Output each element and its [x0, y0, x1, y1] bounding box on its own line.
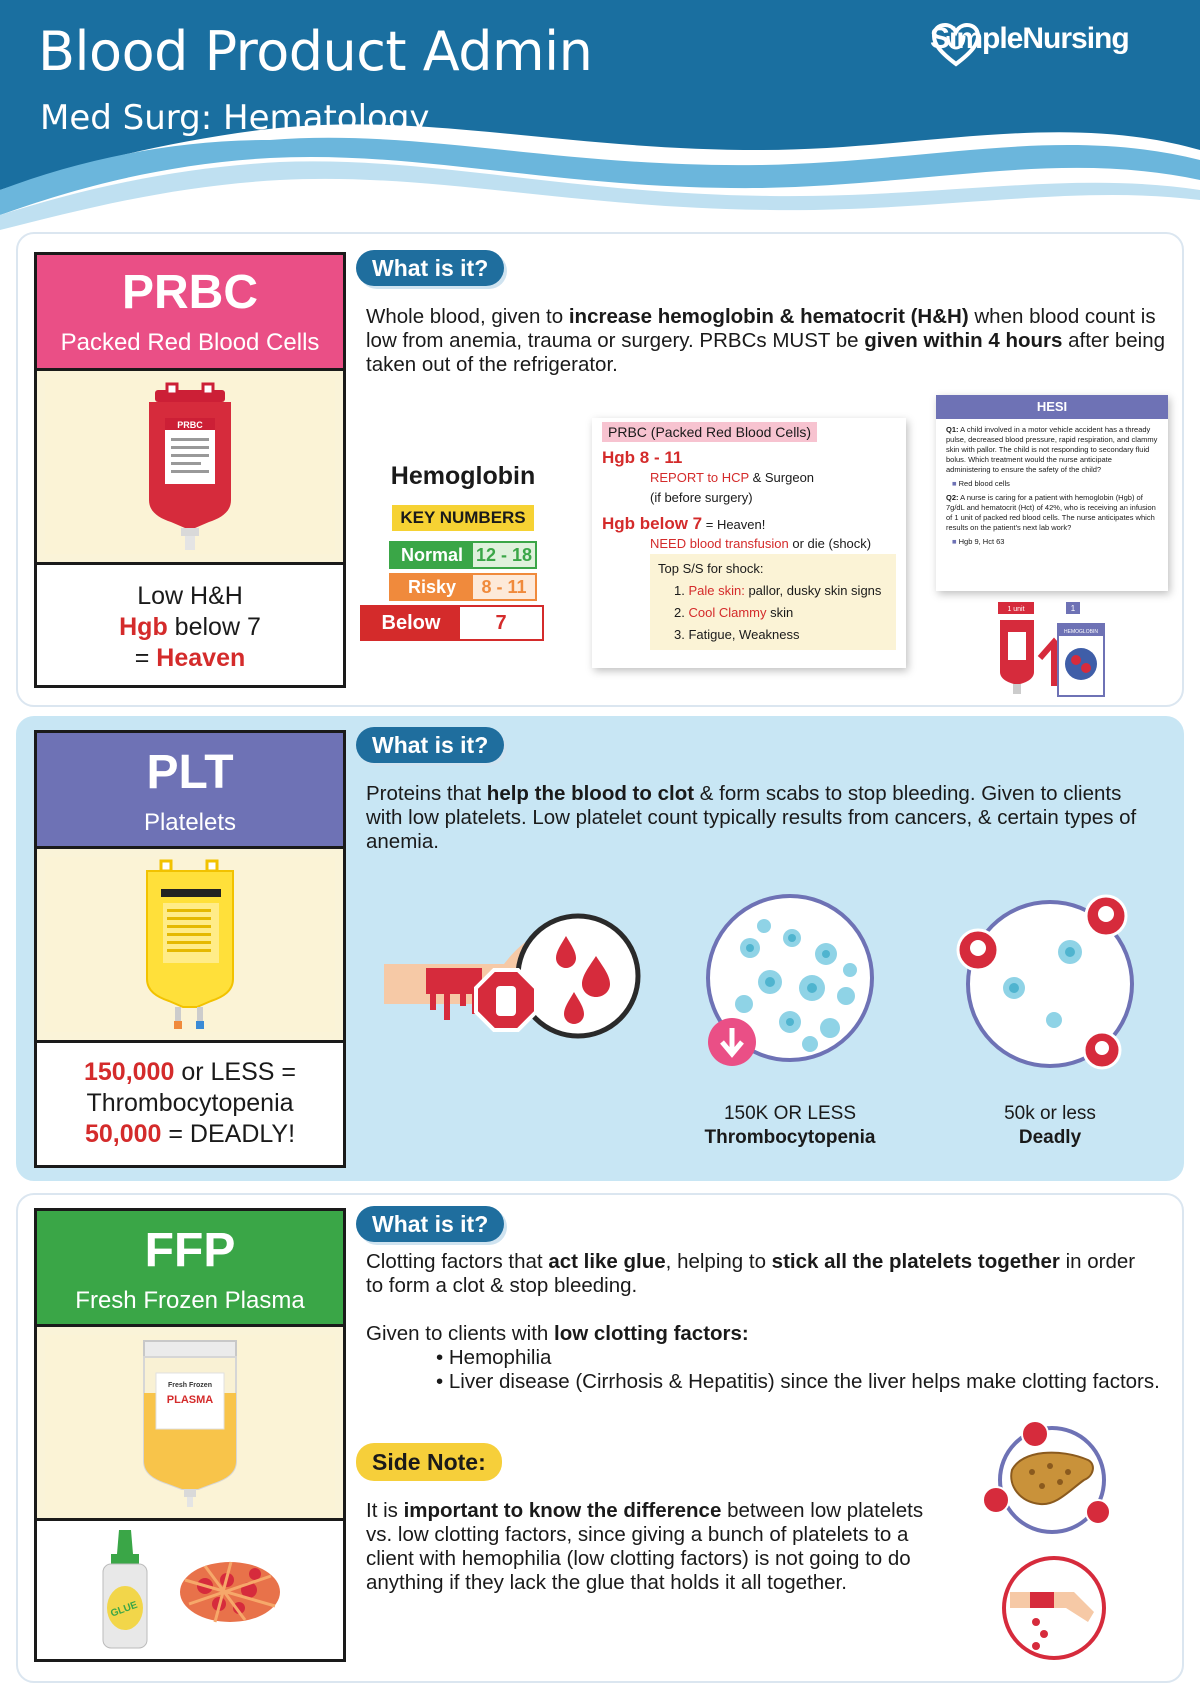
- note-report: REPORT to HCP: [650, 470, 749, 485]
- plt-card: [34, 730, 346, 1168]
- blood-bag-icon: [135, 382, 245, 552]
- hgb-row-risky: [389, 573, 537, 601]
- ffp-bag-label: PLASMA: [166, 1393, 214, 1406]
- note-hgb-risky: Hgb 8 - 11: [602, 448, 683, 467]
- plt-caption-150: 150,000: [84, 1058, 175, 1086]
- ffp-given-1: Given to clients with: [366, 1322, 554, 1345]
- ffp-bullet: • Hemophilia: [436, 1346, 552, 1369]
- plt-caption-or-less: or LESS =: [174, 1058, 296, 1086]
- hgb-row-label: Below: [362, 607, 460, 639]
- shock-sign-text: skin: [766, 605, 794, 620]
- key-numbers-badge: KEY NUMBERS: [392, 505, 533, 531]
- ffp-desc-4: stick all the platelets together: [771, 1250, 1060, 1273]
- liver-disease-illustration: [980, 1420, 1120, 1536]
- note-or-die: or die (shock): [788, 536, 872, 551]
- plt-desc-3: & form scabs to stop bleeding. Given to clients with low platelets. Low platelet count typically results from cancers, & certain types of anemia.: [366, 782, 1137, 853]
- prbc-abbr: PRBC: [121, 266, 258, 319]
- hgb-row-value: 8 - 11: [473, 575, 535, 599]
- shock-sign-text: Fatigue, Weakness: [688, 627, 800, 642]
- shock-sign-key: Cool Clammy: [688, 605, 767, 620]
- plt-caption: [37, 1043, 343, 1150]
- prbc-description: [366, 305, 1166, 377]
- prbc-desc-4: given within 4 hours: [864, 329, 1063, 352]
- plt-card-header: [37, 733, 343, 849]
- note-shock-signs: [650, 554, 896, 650]
- prbc-desc-1: Whole blood, given to: [366, 305, 569, 328]
- bleeding-stop-illustration: [384, 898, 646, 1048]
- prbc-note-card: [592, 418, 906, 668]
- plt-caption-thrombo: Thrombocytopenia: [86, 1089, 294, 1117]
- deadly-circle: [952, 892, 1148, 1072]
- skull-icon: [1022, 1421, 1048, 1447]
- skull-icon: [983, 1487, 1009, 1513]
- side-1: It is: [366, 1499, 404, 1522]
- prbc-what-label: What is it?: [356, 250, 504, 286]
- hesi-illustration: [996, 598, 1110, 702]
- hesi-q2-text: A nurse is caring for a patient with hemoglobin (Hgb) of 7g/dL and hematocrit (Hct) of 42%, who is receiving an infusion of 1 unit of packed red blood cells. The nurse anticipates which results on the patient's next lab work?: [946, 493, 1156, 532]
- plt-desc-1: Proteins that: [366, 782, 487, 805]
- one-tag-label: 1: [1070, 604, 1076, 613]
- hesi-q1-text: A child involved in a motor vehicle accident has a thready pulse, decreased blood pressure, rapid respiration, and clammy skin with pallor. The child is not responding to secondary fluid bolus. Which treatment would the nurse anticipate administering to ensure the safety of the child?: [946, 425, 1158, 474]
- prbc-card-header: [37, 255, 343, 371]
- hesi-a2: Hgb 9, Hct 63: [958, 537, 1005, 546]
- side-note-text: [366, 1499, 926, 1595]
- deadly-caption: [950, 1102, 1150, 1150]
- shock-sign-text: pallor, dusky skin signs: [744, 583, 882, 598]
- shock-sign-item: [658, 580, 888, 602]
- plt-abbr: PLT: [146, 746, 234, 799]
- hgb-row-value: 7: [460, 607, 542, 639]
- note-hgb-below: Hgb below 7: [602, 514, 703, 533]
- hgb-row-below: [360, 605, 544, 641]
- hgb-row-normal: [389, 541, 537, 569]
- hesi-card: HESI Q1: A child involved in a motor vehicle accident has a thready pulse, decreased blood pressure, rapid respiration, and clammy skin with pallor. The child is not responding to secondary fluid bolus. Which treatment would the nurse anticipate administering to ensure the safety of the child? ■ Red blood cells Q2: A nurse is caring for a patient with hemoglobin (Hgb) of 7g/dL and hematocrit (Hct) of 42%, who is receiving an infusion of 1 unit of packed red blood cells. The nurse anticipates which results on the patient's next lab work? ■ Hgb 9, Hct 63: [936, 395, 1168, 591]
- ffp-desc-5: in order to form a clot & stop bleeding.: [366, 1250, 1136, 1297]
- ffp-desc-1: Clotting factors that: [366, 1250, 549, 1273]
- note-heaven: = Heaven!: [702, 517, 766, 532]
- plt-what-label: What is it?: [356, 727, 504, 763]
- hesi-q2-label: Q2:: [946, 493, 959, 502]
- prbc-desc-5: after being taken out of the refrigerator.: [366, 329, 1165, 376]
- ffp-bag-small: Fresh Frozen: [168, 1381, 212, 1389]
- prbc-bag-label: PRBC: [177, 419, 203, 430]
- skull-icon: [1086, 1500, 1110, 1524]
- side-3: between low platelets vs. low clotting factors, since giving a bunch of platelets to a client with hemophilia (low clotting factors) is not going to do anything if they lack the glue that holds it all together.: [366, 1499, 924, 1594]
- prbc-card: [34, 252, 346, 688]
- thrombocytopenia-circle: [700, 892, 878, 1070]
- prbc-caption-eq: =: [134, 644, 157, 672]
- plasma-bag-icon: [130, 1337, 250, 1509]
- ffp-desc-2: act like glue: [548, 1250, 666, 1273]
- ffp-bullet: • Liver disease (Cirrhosis & Hepatitis) since the liver helps make clotting factors.: [436, 1370, 1160, 1393]
- stethoscope-heart-icon: [930, 22, 982, 68]
- ffp-glue-illustration: [37, 1521, 343, 1659]
- ffp-card: [34, 1208, 346, 1662]
- note-need: NEED blood transfusion: [650, 536, 789, 551]
- hesi-a1: Red blood cells: [958, 479, 1010, 488]
- plt-caption-50: 50,000: [84, 1120, 162, 1148]
- page-title: Blood Product Admin: [38, 20, 593, 83]
- plt-fullname: Platelets: [143, 809, 237, 836]
- ffp-what-label: What is it?: [356, 1206, 504, 1242]
- hesi-q1-label: Q1:: [946, 425, 959, 434]
- platelet-bag-icon: [135, 859, 245, 1031]
- shock-sign-number: 3.: [674, 627, 685, 642]
- ffp-desc-3: , helping to: [665, 1250, 772, 1273]
- prbc-fullname: Packed Red Blood Cells: [60, 329, 320, 356]
- shock-sign-number: 2.: [674, 605, 685, 620]
- ffp-abbr: FFP: [144, 1224, 236, 1277]
- circle2-line1: 50k or less: [1004, 1103, 1096, 1124]
- note-top-title: Top S/S for shock:: [658, 561, 764, 576]
- ffp-card-header: [37, 1211, 343, 1327]
- hgb-box-label: HEMOGLOBIN: [1064, 629, 1098, 635]
- brand-logo: [930, 22, 1129, 56]
- unit-tag-label: 1 unit: [1007, 606, 1025, 613]
- note-surgeon: & Surgeon: [748, 470, 815, 485]
- prbc-caption-heaven: Heaven: [156, 644, 246, 672]
- ffp-given-2: low clotting factors:: [554, 1322, 749, 1345]
- bleeding-arm-illustration: [996, 1552, 1112, 1668]
- side-2: important to know the difference: [403, 1499, 722, 1522]
- hgb-row-value: 12 - 18: [473, 543, 535, 567]
- prbc-caption-below: below 7: [167, 613, 261, 641]
- circle1-line1: 150K OR LESS: [723, 1103, 857, 1124]
- shock-sign-key: Pale skin:: [688, 583, 745, 598]
- hgb-row-label: Normal: [391, 543, 473, 567]
- prbc-caption: [37, 565, 343, 674]
- circle1-line2: Thrombocytopenia: [704, 1127, 876, 1148]
- shock-sign-item: [658, 602, 888, 624]
- glue-bottle-icon: [95, 1528, 155, 1652]
- thrombocytopenia-caption: [690, 1102, 890, 1150]
- prbc-desc-2: increase hemoglobin & hematocrit (H&H): [568, 305, 969, 328]
- prbc-desc-3: when blood count is low from anemia, trauma or surgery. PRBCs MUST be: [366, 305, 1156, 352]
- ffp-description: [366, 1250, 1156, 1298]
- hemoglobin-title: Hemoglobin: [390, 462, 536, 490]
- hgb-row-label: Risky: [391, 575, 473, 599]
- plt-caption-deadly: = DEADLY!: [161, 1120, 296, 1148]
- plt-illustration: [37, 849, 343, 1043]
- note-before-surgery: (if before surgery): [650, 490, 753, 505]
- clot-mesh-icon: [175, 1550, 285, 1630]
- page-subtitle: Med Surg: Hematology: [40, 98, 430, 138]
- plt-description: [366, 782, 1156, 854]
- prbc-caption-line1: Low H&H: [137, 582, 243, 610]
- brand-name: SimpleNursing: [930, 22, 1129, 55]
- shock-sign-item: [658, 624, 888, 646]
- note-heading: PRBC (Packed Red Blood Cells): [602, 422, 817, 442]
- page-header: [0, 0, 1200, 230]
- hesi-title: HESI: [936, 395, 1168, 419]
- shock-sign-number: 1.: [674, 583, 685, 598]
- plt-desc-2: help the blood to clot: [486, 782, 695, 805]
- glue-label: GLUE: [109, 1599, 140, 1620]
- circle2-line2: Deadly: [1018, 1127, 1082, 1148]
- ffp-given-to: [366, 1322, 1186, 1394]
- ffp-fullname: Fresh Frozen Plasma: [75, 1287, 305, 1314]
- ffp-illustration: [37, 1327, 343, 1521]
- hemoglobin-key-numbers: [368, 462, 558, 645]
- prbc-illustration: [37, 371, 343, 565]
- side-note-label: Side Note:: [356, 1443, 502, 1481]
- prbc-caption-hgb: Hgb: [119, 613, 168, 641]
